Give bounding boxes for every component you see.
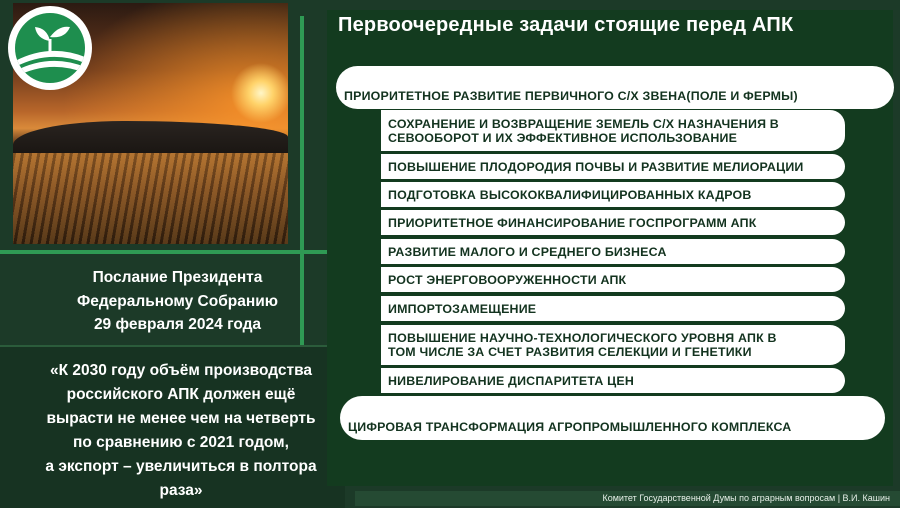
task-item xyxy=(381,110,845,151)
quote-line: по сравнению с 2021 годом, xyxy=(73,434,289,451)
message-line: 29 февраля 2024 года xyxy=(93,316,262,333)
task-item xyxy=(381,239,845,264)
quote-line: вырасти не менее чем на четверть xyxy=(46,410,316,427)
horizontal-divider xyxy=(0,250,350,254)
task-main-bottom xyxy=(340,396,885,440)
task-item xyxy=(381,154,845,179)
task-label: РОСТ ЭНЕРГОВООРУЖЕННОСТИ АПК xyxy=(388,272,627,287)
task-label: НИВЕЛИРОВАНИЕ ДИСПАРИТЕТА ЦЕН xyxy=(388,373,635,388)
quote-line: российского АПК должен ещё xyxy=(66,386,296,403)
message-line: Послание Президента xyxy=(92,269,263,286)
task-label: ПРИОРИТЕТНОЕ ФИНАНСИРОВАНИЕ ГОСПРОГРАММ АПК xyxy=(388,215,757,230)
task-label: ЦИФРОВАЯ ТРАНСФОРМАЦИЯ АГРОПРОМЫШЛЕННОГО КОМПЛЕКСА xyxy=(348,420,792,434)
task-label: РАЗВИТИЕ МАЛОГО И СРЕДНЕГО БИЗНЕСА xyxy=(388,244,667,259)
quote-line: раза» xyxy=(159,482,203,499)
president-message xyxy=(40,266,315,337)
task-label: ТОМ ЧИСЛЕ ЗА СЧЕТ РАЗВИТИЯ СЕЛЕКЦИИ И ГЕНЕТИКИ xyxy=(388,345,752,359)
task-label: ИМПОРТОЗАМЕЩЕНИЕ xyxy=(388,301,537,316)
page-title: Первоочередные задачи стоящие перед АПК xyxy=(338,14,794,36)
task-label: ПОВЫШЕНИЕ ПЛОДОРОДИЯ ПОЧВЫ И РАЗВИТИЕ МЕЛИОРАЦИИ xyxy=(388,159,804,174)
quote-line: «К 2030 году объём производства xyxy=(49,362,313,379)
task-label: ПРИОРИТЕТНОЕ РАЗВИТИЕ ПЕРВИЧНОГО С/Х ЗВЕНА(ПОЛЕ И ФЕРМЫ) xyxy=(344,89,798,103)
task-item xyxy=(381,325,845,365)
task-item xyxy=(381,368,845,393)
sprout-icon xyxy=(15,13,85,83)
quote-text xyxy=(22,359,340,503)
task-item xyxy=(381,267,845,292)
task-item xyxy=(381,296,845,321)
task-label: ПОВЫШЕНИЕ НАУЧНО-ТЕХНОЛОГИЧЕСКОГО УРОВНЯ АПК В xyxy=(388,331,777,345)
footer-text: Комитет Государственной Думы по аграрным вопросам | В.И. Кашин xyxy=(602,493,890,503)
task-label: ПОДГОТОВКА ВЫСОКОКВАЛИФИЦИРОВАННЫХ КАДРОВ xyxy=(388,187,752,202)
task-item xyxy=(381,182,845,207)
message-line: Федеральному Собранию xyxy=(76,292,279,310)
task-label: СОХРАНЕНИЕ И ВОЗВРАЩЕНИЕ ЗЕМЕЛЬ С/Х НАЗНАЧЕНИЯ В xyxy=(388,116,779,131)
task-main-top xyxy=(336,66,894,109)
quote-line: а экспорт – увеличиться в полтора xyxy=(45,458,317,475)
task-label: СЕВООБОРОТ И ИХ ЭФФЕКТИВНОЕ ИСПОЛЬЗОВАНИЕ xyxy=(388,130,738,145)
task-item xyxy=(381,210,845,235)
logo xyxy=(8,6,92,90)
wheat-field xyxy=(13,153,288,244)
